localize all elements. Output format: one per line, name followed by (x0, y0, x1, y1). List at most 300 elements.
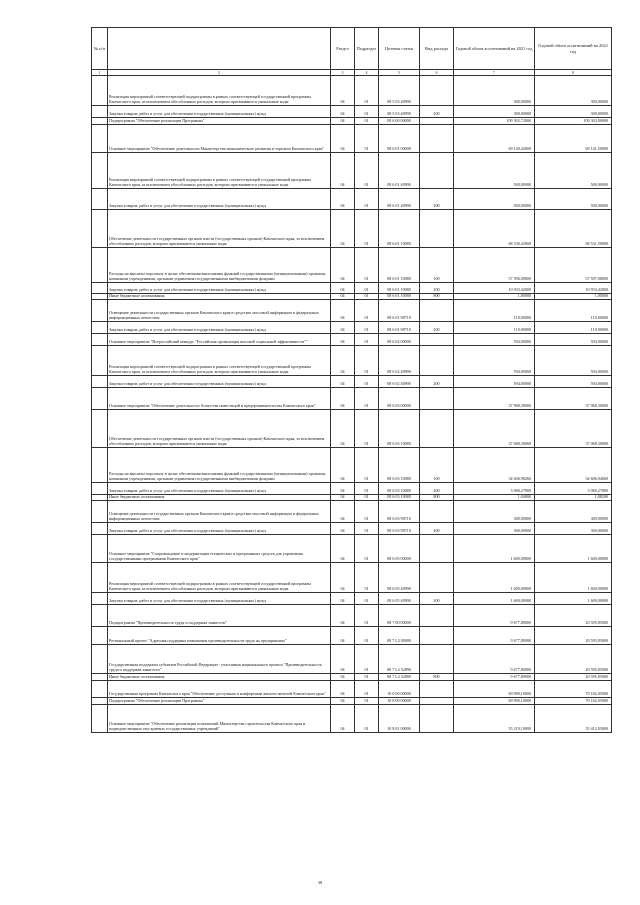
amount-2021-cell: 9 677,80000 (454, 645, 535, 674)
table-row (92, 593, 612, 605)
page-number: 38 (317, 880, 323, 885)
subsection-cell: 01 (355, 523, 379, 535)
target-item-cell: 08 6 01 10080 (379, 210, 420, 248)
table-row (92, 705, 612, 733)
subsection-cell: 01 (355, 210, 379, 248)
header-row (92, 28, 612, 70)
col-number: 3 (331, 70, 355, 76)
subsection-cell: 01 (355, 448, 379, 483)
col-header-target-item: Целевая статья (379, 28, 420, 70)
row-number-cell (92, 627, 108, 645)
row-number-cell (92, 346, 108, 376)
row-name-cell: Закупка товаров, работ и услуг для обеспечения государственных (муниципальных) нужд (108, 322, 331, 334)
amount-2022-cell: 10 933,42000 (535, 283, 612, 294)
amount-2021-cell: 34 606,98260 (454, 448, 535, 483)
amount-2022-cell: 1,08200 (535, 495, 612, 501)
row-name-cell: Закупка товаров, работ и услуг для обеспечения государственных (муниципальных) нужд (108, 523, 331, 535)
table-row (92, 388, 612, 410)
budget-table-sheet (91, 27, 611, 733)
row-number-cell (92, 698, 108, 705)
expense-type-cell: 100 (420, 448, 454, 483)
amount-2022-cell: 300,00000 (535, 76, 612, 106)
amount-2021-cell: 57 596,00000 (454, 248, 535, 283)
row-number-cell (92, 681, 108, 698)
subsection-cell: 01 (355, 300, 379, 322)
row-number-cell (92, 118, 108, 125)
row-name-cell: Реализация мероприятий соответствующей подпрограммы в рамках соответствующей государственной программы Камчатского края, за исключением обособленных расходов, которым присваиваются уникальные коды (108, 153, 331, 189)
target-item-cell: 10 0 00 00000 (379, 681, 420, 698)
amount-2021-cell: 594,00000 (454, 376, 535, 388)
target-item-cell: 08 6 01 00000 (379, 125, 420, 153)
row-number-cell (92, 605, 108, 627)
amount-2021-cell: 594,00000 (454, 346, 535, 376)
row-name-cell: Государственная программа Камчатского края "Обеспечение доступным и комфортным жильем жителей Камчатского края" (108, 681, 331, 698)
expense-type-cell: 200 (420, 189, 454, 210)
row-number-cell (92, 106, 108, 118)
section-cell: 04 (331, 563, 355, 593)
col-header-2021: Годовой объем ассигнований на 2021 год (454, 28, 535, 70)
table-row (92, 501, 612, 523)
row-name-cell: Подпрограмма "Производительность труда и поддержка занятости" (108, 605, 331, 627)
row-number-cell (92, 388, 108, 410)
amount-2021-cell: 109 302,72000 (454, 118, 535, 125)
section-cell: 04 (331, 334, 355, 346)
amount-2022-cell: 57 597,08000 (535, 248, 612, 283)
subsection-cell: 01 (355, 593, 379, 605)
row-number-cell (92, 283, 108, 294)
subsection-cell: 01 (355, 563, 379, 593)
expense-type-cell (420, 334, 454, 346)
subsection-cell: 01 (355, 118, 379, 125)
table-row (92, 283, 612, 294)
amount-2022-cell: 594,00000 (535, 346, 612, 376)
row-number-cell (92, 483, 108, 495)
expense-type-cell (420, 300, 454, 322)
row-name-cell: Региональный проект "Адресная поддержка повышения производительности труда на предприятиях" (108, 627, 331, 645)
target-item-cell: 08 7 L2 52890 (379, 674, 420, 681)
section-cell: 04 (331, 410, 355, 448)
amount-2021-cell: 1,00000 (454, 294, 535, 300)
subsection-cell: 01 (355, 125, 379, 153)
expense-type-cell (420, 627, 454, 645)
row-number-cell (92, 210, 108, 248)
subsection-cell: 01 (355, 627, 379, 645)
amount-2022-cell: 1 600,00000 (535, 563, 612, 593)
target-item-cell: 08 7 00 00000 (379, 605, 420, 627)
table-row (92, 153, 612, 189)
amount-2022-cell: 68 531,50000 (535, 210, 612, 248)
col-number: 1 (92, 70, 108, 76)
table-row (92, 346, 612, 376)
target-item-cell: 08 7 L2 52890 (379, 645, 420, 674)
section-cell: 04 (331, 189, 355, 210)
expense-type-cell (420, 118, 454, 125)
section-cell: 04 (331, 705, 355, 733)
row-number-cell (92, 645, 108, 674)
expense-type-cell: 200 (420, 376, 454, 388)
target-item-cell: 08 6 05 00000 (379, 535, 420, 563)
expense-type-cell (420, 410, 454, 448)
amount-2022-cell: 20 595,85000 (535, 645, 612, 674)
target-item-cell: 08 6 02 40990 (379, 346, 420, 376)
table-row (92, 118, 612, 125)
expense-type-cell: 200 (420, 523, 454, 535)
target-item-cell: 08 6 02 40990 (379, 376, 420, 388)
section-cell: 04 (331, 210, 355, 248)
subsection-cell: 01 (355, 388, 379, 410)
table-row (92, 334, 612, 346)
amount-2022-cell: 500,00000 (535, 189, 612, 210)
amount-2021-cell: 110,00000 (454, 300, 535, 322)
section-cell: 04 (331, 388, 355, 410)
amount-2021-cell: 3 060,27800 (454, 483, 535, 495)
amount-2022-cell: 500,00000 (535, 153, 612, 189)
expense-type-cell (420, 210, 454, 248)
amount-2021-cell: 300,00000 (454, 76, 535, 106)
section-cell: 04 (331, 605, 355, 627)
section-cell: 04 (331, 283, 355, 294)
section-cell: 04 (331, 523, 355, 535)
table-row (92, 535, 612, 563)
amount-2022-cell: 3 060,27800 (535, 483, 612, 495)
table-row (92, 627, 612, 645)
row-number-cell (92, 705, 108, 733)
row-name-cell: Закупка товаров, работ и услуг для обеспечения государственных (муниципальных) нужд (108, 283, 331, 294)
amount-2021-cell: 9 677,80000 (454, 627, 535, 645)
table-body (92, 76, 612, 733)
table-row (92, 410, 612, 448)
expense-type-cell (420, 346, 454, 376)
subsection-cell: 01 (355, 674, 379, 681)
target-item-cell: 08 6 00 00000 (379, 118, 420, 125)
amount-2022-cell: 594,00000 (535, 334, 612, 346)
target-item-cell: 08 6 01 10080 (379, 283, 420, 294)
expense-type-cell (420, 76, 454, 106)
row-name-cell: Основное мероприятие "Сопровождение и модернизация технических и программных средств для управления государственными программами Камчатского края" (108, 535, 331, 563)
row-name-cell: Закупка товаров, работ и услуг для обеспечения государственных (муниципальных) нужд (108, 106, 331, 118)
amount-2022-cell: 69 141,50000 (535, 125, 612, 153)
amount-2022-cell: 20 595,85000 (535, 627, 612, 645)
col-header-expense-type: Вид расхода (420, 28, 454, 70)
subsection-cell: 01 (355, 501, 379, 523)
section-cell: 04 (331, 448, 355, 483)
section-cell: 04 (331, 674, 355, 681)
target-item-cell: 08 6 01 40990 (379, 189, 420, 210)
amount-2022-cell: 1,00000 (535, 294, 612, 300)
expense-type-cell (420, 563, 454, 593)
amount-2022-cell: 20 595,85000 (535, 674, 612, 681)
col-number: 4 (355, 70, 379, 76)
target-item-cell: 08 6 03 10080 (379, 483, 420, 495)
amount-2021-cell: 9 677,80000 (454, 605, 535, 627)
amount-2022-cell: 300,00000 (535, 501, 612, 523)
amount-2022-cell: 109 303,80000 (535, 118, 612, 125)
row-name-cell: Реализация мероприятий соответствующей подпрограммы в рамках соответствующей государственной программы Камчатского края, за исключением обособленных расходов, которым присваиваются уникальные коды (108, 563, 331, 593)
amount-2021-cell: 68 530,42000 (454, 210, 535, 248)
row-number-cell (92, 322, 108, 334)
subsection-cell: 01 (355, 705, 379, 733)
target-item-cell: 10 8 01 00000 (379, 705, 420, 733)
table-row (92, 681, 612, 698)
subsection-cell: 01 (355, 153, 379, 189)
target-item-cell: 08 5 03 40990 (379, 76, 420, 106)
subsection-cell: 01 (355, 189, 379, 210)
subsection-cell: 01 (355, 248, 379, 283)
section-cell: 04 (331, 153, 355, 189)
section-cell: 04 (331, 376, 355, 388)
subsection-cell: 01 (355, 334, 379, 346)
table-row (92, 210, 612, 248)
expense-type-cell (420, 681, 454, 698)
expense-type-cell (420, 125, 454, 153)
section-cell: 04 (331, 106, 355, 118)
expense-type-cell (420, 153, 454, 189)
subsection-cell: 01 (355, 376, 379, 388)
section-cell: 04 (331, 76, 355, 106)
col-header-number: № п/п (92, 28, 108, 70)
section-cell: 04 (331, 535, 355, 563)
section-cell: 04 (331, 593, 355, 605)
expense-type-cell: 200 (420, 593, 454, 605)
section-cell: 04 (331, 322, 355, 334)
amount-2021-cell: 69 990,10000 (454, 698, 535, 705)
table-row (92, 605, 612, 627)
target-item-cell: 08 6 03 10080 (379, 495, 420, 501)
row-name-cell: Закупка товаров, работ и услуг для обеспечения государственных (муниципальных) нужд (108, 593, 331, 605)
row-number-cell (92, 376, 108, 388)
amount-2022-cell: 70 182,05000 (535, 681, 612, 698)
row-number-cell (92, 334, 108, 346)
amount-2021-cell: 500,00000 (454, 153, 535, 189)
amount-2022-cell: 300,00000 (535, 523, 612, 535)
section-cell: 04 (331, 645, 355, 674)
row-number-cell (92, 523, 108, 535)
subsection-cell: 01 (355, 106, 379, 118)
amount-2021-cell: 1 600,00000 (454, 593, 535, 605)
row-name-cell: Иные бюджетные ассигнования (108, 495, 331, 501)
section-cell: 04 (331, 698, 355, 705)
amount-2021-cell: 9 677,80000 (454, 674, 535, 681)
row-name-cell: Закупка товаров, работ и услуг для обеспечения государственных (муниципальных) нужд (108, 483, 331, 495)
table-row (92, 448, 612, 483)
amount-2022-cell: 300,00000 (535, 106, 612, 118)
row-number-cell (92, 535, 108, 563)
subsection-cell: 01 (355, 495, 379, 501)
row-number-cell (92, 563, 108, 593)
table-row (92, 125, 612, 153)
expense-type-cell: 800 (420, 674, 454, 681)
amount-2021-cell: 1 600,00000 (454, 535, 535, 563)
table-row (92, 645, 612, 674)
row-name-cell: Подпрограмма "Обеспечение реализации Программы" (108, 698, 331, 705)
expense-type-cell (420, 698, 454, 705)
amount-2021-cell: 69 140,42000 (454, 125, 535, 153)
subsection-cell: 01 (355, 346, 379, 376)
row-name-cell: Реализация мероприятий соответствующей подпрограммы в рамках соответствующей государственной программы Камчатского края, за исключением обособленных расходов, которым присваиваются уникальные коды (108, 346, 331, 376)
subsection-cell: 01 (355, 410, 379, 448)
amount-2022-cell: 20 595,85000 (535, 605, 612, 627)
amount-2022-cell: 37 068,30000 (535, 410, 612, 448)
row-name-cell: Обеспечение деятельности государственных органов власти (государственных органов) Камчатского края, за исключением обособленных расходов, которым присваиваются уникальные коды. (108, 410, 331, 448)
section-cell: 04 (331, 118, 355, 125)
row-name-cell: Государственная поддержка субъектов Российской Федерации - участников национального проекта "Производительность труда и поддержка занятости" (108, 645, 331, 674)
row-name-cell: Расходы на выплаты персоналу в целях обеспечения выполнения функций государственными (муниципальными) органами, казенными учреждениями, органами управления государственными внебюджетными фондами (108, 448, 331, 483)
row-name-cell: Закупка товаров, работ и услуг для обеспечения государственных (муниципальных) нужд (108, 189, 331, 210)
subsection-cell: 01 (355, 483, 379, 495)
target-item-cell: 08 6 03 98710 (379, 523, 420, 535)
expense-type-cell: 200 (420, 283, 454, 294)
target-item-cell: 08 6 01 10080 (379, 294, 420, 300)
expense-type-cell (420, 388, 454, 410)
table-row (92, 523, 612, 535)
target-item-cell: 08 6 01 10080 (379, 248, 420, 283)
amount-2021-cell: 594,00000 (454, 334, 535, 346)
section-cell: 04 (331, 248, 355, 283)
subsection-cell: 01 (355, 645, 379, 674)
row-name-cell: Иные бюджетные ассигнования (108, 294, 331, 300)
amount-2022-cell: 110,00000 (535, 322, 612, 334)
table-row (92, 322, 612, 334)
target-item-cell: 08 6 01 40990 (379, 153, 420, 189)
row-number-cell (92, 448, 108, 483)
target-item-cell: 08 6 03 98710 (379, 501, 420, 523)
section-cell: 04 (331, 294, 355, 300)
amount-2022-cell: 594,00000 (535, 376, 612, 388)
row-name-cell: Иные бюджетные ассигнования (108, 674, 331, 681)
target-item-cell: 08 6 02 00000 (379, 334, 420, 346)
row-name-cell: Подпрограмма "Обеспечение реализации Программы" (108, 118, 331, 125)
section-cell: 04 (331, 627, 355, 645)
subsection-cell: 01 (355, 76, 379, 106)
amount-2021-cell: 10 933,42000 (454, 283, 535, 294)
budget-table (91, 27, 612, 733)
row-number-cell (92, 593, 108, 605)
target-item-cell: 08 6 05 40990 (379, 563, 420, 593)
amount-2022-cell: 1 600,00000 (535, 535, 612, 563)
amount-2021-cell: 300,00000 (454, 106, 535, 118)
section-cell: 04 (331, 483, 355, 495)
expense-type-cell (420, 605, 454, 627)
expense-type-cell (420, 645, 454, 674)
subsection-cell: 01 (355, 283, 379, 294)
expense-type-cell: 200 (420, 483, 454, 495)
expense-type-cell (420, 705, 454, 733)
row-number-cell (92, 125, 108, 153)
col-number: 5 (379, 70, 420, 76)
row-name-cell: Закупка товаров, работ и услуг для обеспечения государственных (муниципальных) нужд (108, 376, 331, 388)
subsection-cell: 01 (355, 605, 379, 627)
section-cell: 04 (331, 501, 355, 523)
table-row (92, 189, 612, 210)
col-header-subsection: Подраздел (355, 28, 379, 70)
amount-2022-cell: 55 412,05000 (535, 705, 612, 733)
target-item-cell: 10 8 00 00000 (379, 698, 420, 705)
table-row (92, 106, 612, 118)
target-item-cell: 08 7 L2 00000 (379, 627, 420, 645)
expense-type-cell: 800 (420, 495, 454, 501)
amount-2022-cell: 34 606,94060 (535, 448, 612, 483)
row-number-cell (92, 501, 108, 523)
subsection-cell: 01 (355, 698, 379, 705)
subsection-cell: 01 (355, 322, 379, 334)
col-number: 2 (108, 70, 331, 76)
subsection-cell: 01 (355, 535, 379, 563)
section-cell: 04 (331, 346, 355, 376)
target-item-cell: 08 6 05 40990 (379, 593, 420, 605)
table-row (92, 698, 612, 705)
section-cell: 04 (331, 300, 355, 322)
amount-2021-cell: 500,00000 (454, 189, 535, 210)
section-cell: 04 (331, 681, 355, 698)
col-header-2022: Годовой объем ассигнований на 2022 год (535, 28, 612, 70)
expense-type-cell (420, 535, 454, 563)
row-name-cell: Реализация мероприятий соответствующей подпрограммы в рамках соответствующей государственной программы Камчатского края, за исключением обособленных расходов, которым присваиваются уникальные коды (108, 76, 331, 106)
subsection-cell: 01 (355, 294, 379, 300)
table-row (92, 483, 612, 495)
row-number-cell (92, 153, 108, 189)
expense-type-cell: 200 (420, 106, 454, 118)
amount-2021-cell: 300,00000 (454, 523, 535, 535)
col-header-name (108, 28, 331, 70)
table-row (92, 674, 612, 681)
target-item-cell: 08 6 03 10080 (379, 410, 420, 448)
amount-2021-cell: 69 990,10000 (454, 681, 535, 698)
row-number-cell (92, 248, 108, 283)
expense-type-cell (420, 501, 454, 523)
amount-2022-cell: 110,00000 (535, 300, 612, 322)
row-name-cell: Основное мероприятие "Всероссийский конкурс "Российская организация высокой социальной эффективности"" (108, 334, 331, 346)
target-item-cell: 08 6 03 10080 (379, 448, 420, 483)
col-number: 8 (535, 70, 612, 76)
amount-2022-cell: 1 600,00000 (535, 593, 612, 605)
row-name-cell: Освещение деятельности государственных органов Камчатского края в средствах массовой информации и федеральных информационных агентствах (108, 501, 331, 523)
amount-2021-cell: 1 600,00000 (454, 563, 535, 593)
col-header-section: Раздел (331, 28, 355, 70)
row-name-cell: Основное мероприятие "Обеспечение деятельности Министерства экономического развития и торговли Камчатского края" (108, 125, 331, 153)
row-name-cell: Расходы на выплаты персоналу в целях обеспечения выполнения функций государственными (муниципальными) органами, казенными учреждениями, органами управления государственными внебюджетными фондами (108, 248, 331, 283)
amount-2021-cell: 110,00000 (454, 322, 535, 334)
row-name-cell: Освещение деятельности государственных органов Камчатского края в средствах массовой информации и федеральных информационных агентствах (108, 300, 331, 322)
expense-type-cell: 100 (420, 248, 454, 283)
amount-2021-cell: 1,04000 (454, 495, 535, 501)
table-row (92, 300, 612, 322)
amount-2022-cell: 37 968,30000 (535, 388, 612, 410)
section-cell: 04 (331, 495, 355, 501)
amount-2021-cell: 37 968,30000 (454, 388, 535, 410)
expense-type-cell: 200 (420, 322, 454, 334)
row-name-cell: Основное мероприятие "Обеспечение реализации полномочий Министерства строительства Камчатского края и подведомственных ему краевых государственных учреждений" (108, 705, 331, 733)
amount-2021-cell: 55 219,10000 (454, 705, 535, 733)
table-row (92, 563, 612, 593)
amount-2021-cell: 300,00000 (454, 501, 535, 523)
subsection-cell: 01 (355, 681, 379, 698)
target-item-cell: 08 6 01 98710 (379, 322, 420, 334)
target-item-cell: 08 5 03 40990 (379, 106, 420, 118)
row-number-cell (92, 674, 108, 681)
col-number: 6 (420, 70, 454, 76)
table-row (92, 376, 612, 388)
amount-2022-cell: 70 182,05000 (535, 698, 612, 705)
col-number: 7 (454, 70, 535, 76)
row-name-cell: Обеспечение деятельности государственных органов власти (государственных органов) Камчатского края, за исключением обособленных расходов, которым присваиваются уникальные коды. (108, 210, 331, 248)
table-row (92, 76, 612, 106)
expense-type-cell: 800 (420, 294, 454, 300)
amount-2021-cell: 37 068,30000 (454, 410, 535, 448)
row-name-cell: Основное мероприятие "Обеспечение деятельности Агентства инвестиций и предпринимательства Камчатского края" (108, 388, 331, 410)
target-item-cell: 08 6 01 98710 (379, 300, 420, 322)
row-number-cell (92, 300, 108, 322)
target-item-cell: 08 6 03 00000 (379, 388, 420, 410)
